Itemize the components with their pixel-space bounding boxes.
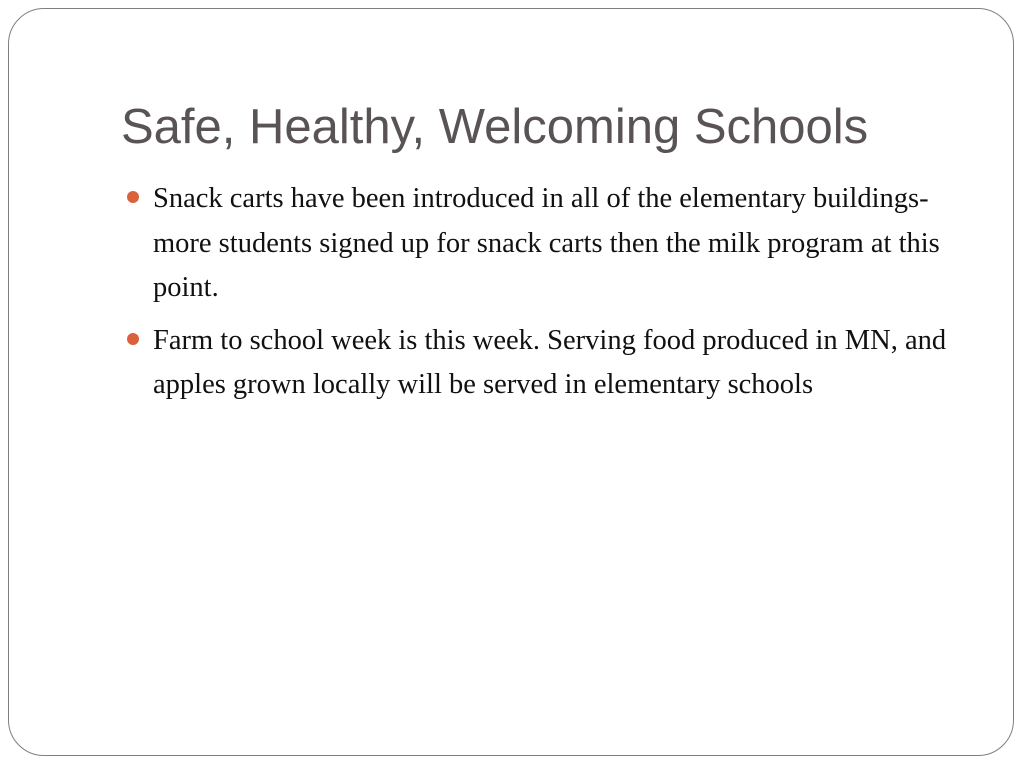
slide-title: Safe, Healthy, Welcoming Schools	[121, 100, 869, 154]
bullet-list	[153, 177, 963, 416]
bullet-item	[153, 319, 963, 408]
bullet-dot-icon	[127, 191, 139, 203]
bullet-item	[153, 177, 963, 311]
bullet-text: Snack carts have been introduced in all of the elementary buildings- more students signed up for snack carts then the milk program at this point.	[153, 183, 940, 303]
bullet-text: Farm to school week is this week. Serving food produced in MN, and apples grown locally will be served in elementary schools	[153, 324, 947, 400]
slide-frame	[8, 8, 1014, 756]
bullet-dot-icon	[127, 333, 139, 345]
